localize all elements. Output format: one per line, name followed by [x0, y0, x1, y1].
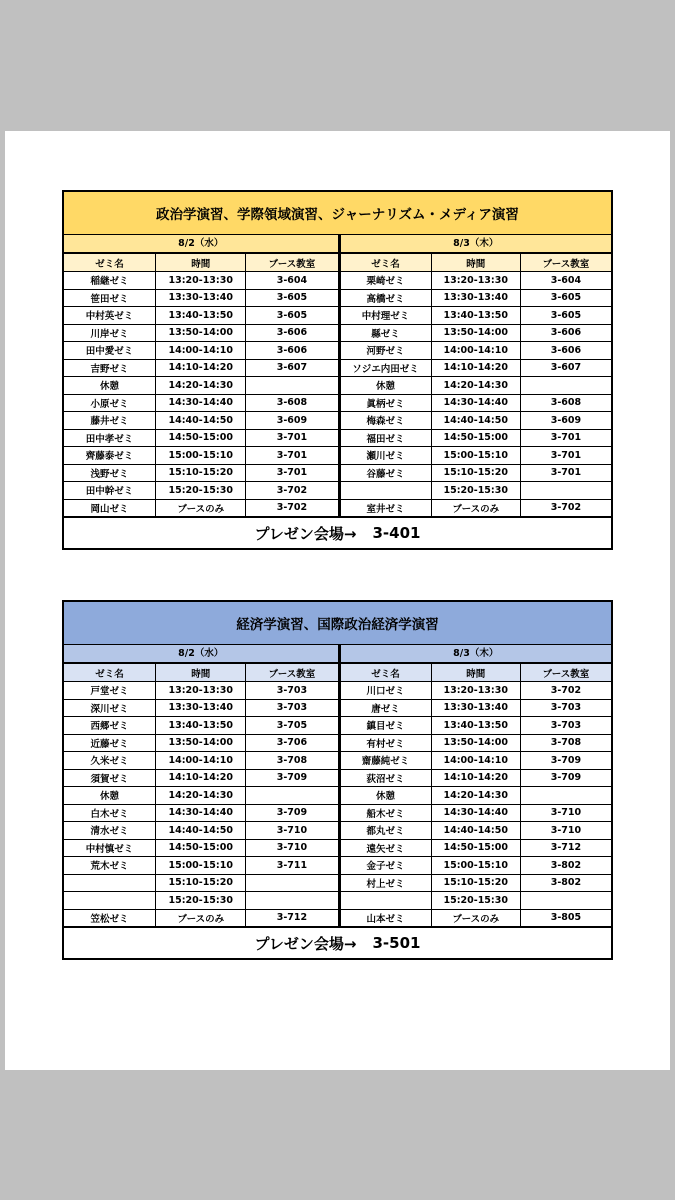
time-slot-cell: 13:50-14:00	[156, 324, 246, 342]
seminar-name-cell: 休憩	[64, 787, 156, 805]
booth-room-cell: 3-709	[246, 804, 338, 822]
table-row	[64, 377, 338, 395]
table-row	[341, 769, 612, 787]
time-slot-cell: 14:40-14:50	[156, 822, 246, 840]
presentation-venue	[64, 517, 611, 548]
booth-room-cell: 3-605	[246, 307, 338, 325]
venue-room: 3-401	[372, 524, 421, 542]
table-row	[341, 359, 612, 377]
table-header-row	[341, 254, 612, 272]
seminar-name-cell: 須賀ゼミ	[64, 769, 156, 787]
booth-room-cell: 3-710	[520, 822, 611, 840]
seminar-name-cell: 谷藤ゼミ	[341, 464, 432, 482]
time-slot-cell: 14:30-14:40	[156, 394, 246, 412]
booth-room-cell: 3-703	[246, 682, 338, 700]
day-header: 8/2（水）	[64, 235, 338, 253]
table-row	[341, 857, 612, 875]
seminar-name-cell: 荻沼ゼミ	[341, 769, 432, 787]
booth-room-cell: 3-705	[246, 717, 338, 735]
seminar-name-cell: 西郷ゼミ	[64, 717, 156, 735]
time-slot-cell: 14:20-14:30	[431, 787, 520, 805]
table-row	[64, 804, 338, 822]
time-slot-cell: 13:20-13:30	[431, 272, 520, 290]
schedule-table	[64, 663, 338, 927]
table-row	[341, 892, 612, 910]
time-slot-cell: 14:50-15:00	[431, 429, 520, 447]
table-row	[341, 342, 612, 360]
seminar-name-cell: 深川ゼミ	[64, 699, 156, 717]
booth-room-cell: 3-605	[520, 289, 611, 307]
seminar-name-cell: 唐ゼミ	[341, 699, 432, 717]
seminar-name-cell: 川岸ゼミ	[64, 324, 156, 342]
seminar-name-cell: 栗崎ゼミ	[341, 272, 432, 290]
booth-room-cell: 3-708	[520, 734, 611, 752]
column-header-room: ブース教室	[246, 664, 338, 682]
time-slot-cell: 13:50-14:00	[431, 734, 520, 752]
section-title: 経済学演習、国際政治経済学演習	[64, 602, 611, 645]
table-row	[64, 874, 338, 892]
booth-room-cell: 3-606	[520, 342, 611, 360]
column-header-seminar: ゼミ名	[341, 664, 432, 682]
booth-room-cell: 3-701	[520, 429, 611, 447]
column-header-seminar: ゼミ名	[64, 664, 156, 682]
time-slot-cell: 15:00-15:10	[156, 447, 246, 465]
booth-room-cell	[246, 787, 338, 805]
table-row	[341, 464, 612, 482]
booth-room-cell: 3-609	[520, 412, 611, 430]
booth-room-cell: 3-710	[520, 804, 611, 822]
booth-room-cell	[246, 377, 338, 395]
booth-room-cell: 3-701	[246, 464, 338, 482]
table-row	[341, 394, 612, 412]
booth-room-cell	[520, 892, 611, 910]
table-row	[341, 324, 612, 342]
booth-room-cell: 3-606	[246, 342, 338, 360]
time-slot-cell: 13:40-13:50	[156, 717, 246, 735]
table-row	[64, 717, 338, 735]
table-row	[64, 839, 338, 857]
time-slot-cell: 14:00-14:10	[156, 342, 246, 360]
table-row	[341, 272, 612, 290]
time-slot-cell: 13:20-13:30	[156, 272, 246, 290]
table-row	[341, 429, 612, 447]
table-row	[64, 822, 338, 840]
table-header-row	[64, 254, 338, 272]
table-row	[341, 682, 612, 700]
time-slot-cell: 14:30-14:40	[431, 394, 520, 412]
seminar-name-cell: 高橋ゼミ	[341, 289, 432, 307]
booth-room-cell: 3-607	[520, 359, 611, 377]
time-slot-cell: 14:10-14:20	[431, 359, 520, 377]
booth-room-cell: 3-703	[246, 699, 338, 717]
document-page	[5, 131, 670, 1070]
booth-room-cell: 3-802	[520, 874, 611, 892]
seminar-name-cell: 休憩	[64, 377, 156, 395]
seminar-name-cell	[64, 874, 156, 892]
time-slot-cell: 13:30-13:40	[156, 289, 246, 307]
booth-room-cell: 3-701	[520, 447, 611, 465]
table-row	[64, 682, 338, 700]
table-row	[341, 752, 612, 770]
booth-room-cell: 3-606	[246, 324, 338, 342]
table-row	[64, 464, 338, 482]
venue-label: プレゼン会場→	[254, 934, 357, 953]
time-slot-cell: 15:10-15:20	[431, 464, 520, 482]
table-row	[64, 429, 338, 447]
table-row	[341, 839, 612, 857]
seminar-name-cell: 船木ゼミ	[341, 804, 432, 822]
day-schedule	[64, 235, 338, 517]
seminar-name-cell: 金子ゼミ	[341, 857, 432, 875]
table-row	[64, 752, 338, 770]
table-row	[341, 447, 612, 465]
booth-room-cell: 3-608	[246, 394, 338, 412]
seminar-name-cell: 山本ゼミ	[341, 909, 432, 927]
column-header-time: 時間	[156, 254, 246, 272]
time-slot-cell: 14:10-14:20	[156, 359, 246, 377]
venue-label: プレゼン会場→	[254, 524, 357, 543]
table-row	[64, 447, 338, 465]
booth-room-cell: 3-706	[246, 734, 338, 752]
seminar-name-cell: 近藤ゼミ	[64, 734, 156, 752]
seminar-name-cell: 齋藤純ゼミ	[341, 752, 432, 770]
table-row	[64, 909, 338, 927]
table-row	[64, 307, 338, 325]
booth-room-cell	[520, 787, 611, 805]
seminar-name-cell: 田中孝ゼミ	[64, 429, 156, 447]
seminar-name-cell: 浅野ゼミ	[64, 464, 156, 482]
time-slot-cell: 14:20-14:30	[431, 377, 520, 395]
time-slot-cell: 13:40-13:50	[156, 307, 246, 325]
time-slot-cell: 14:10-14:20	[156, 769, 246, 787]
table-row	[64, 272, 338, 290]
column-header-room: ブース教室	[246, 254, 338, 272]
section-title: 政治学演習、学際領域演習、ジャーナリズム・メディア演習	[64, 192, 611, 235]
booth-room-cell: 3-607	[246, 359, 338, 377]
time-slot-cell: 14:10-14:20	[431, 769, 520, 787]
column-header-time: 時間	[431, 664, 520, 682]
booth-room-cell: 3-712	[246, 909, 338, 927]
venue-room: 3-501	[372, 934, 421, 952]
time-slot-cell: 13:20-13:30	[431, 682, 520, 700]
column-header-time: 時間	[156, 664, 246, 682]
booth-room-cell: 3-709	[246, 769, 338, 787]
table-row	[64, 787, 338, 805]
time-slot-cell: ブースのみ	[156, 909, 246, 927]
time-slot-cell: 14:40-14:50	[431, 822, 520, 840]
table-header-row	[341, 664, 612, 682]
booth-room-cell: 3-605	[520, 307, 611, 325]
table-row	[341, 377, 612, 395]
seminar-name-cell: 白木ゼミ	[64, 804, 156, 822]
table-row	[64, 394, 338, 412]
time-slot-cell: 15:00-15:10	[156, 857, 246, 875]
table-row	[64, 892, 338, 910]
time-slot-cell: 15:20-15:30	[156, 892, 246, 910]
booth-room-cell: 3-604	[520, 272, 611, 290]
time-slot-cell: 15:10-15:20	[156, 464, 246, 482]
seminar-name-cell: 休憩	[341, 787, 432, 805]
booth-room-cell: 3-609	[246, 412, 338, 430]
time-slot-cell: 15:20-15:30	[431, 892, 520, 910]
seminar-name-cell: 田中幹ゼミ	[64, 482, 156, 500]
booth-room-cell: 3-608	[520, 394, 611, 412]
seminar-name-cell: 眞柄ゼミ	[341, 394, 432, 412]
time-slot-cell: 13:40-13:50	[431, 307, 520, 325]
time-slot-cell: 15:20-15:30	[156, 482, 246, 500]
time-slot-cell: 14:50-15:00	[156, 429, 246, 447]
seminar-name-cell: 休憩	[341, 377, 432, 395]
seminar-name-cell: 室井ゼミ	[341, 499, 432, 517]
table-row	[341, 289, 612, 307]
schedule-section	[62, 190, 613, 550]
time-slot-cell: 14:00-14:10	[431, 752, 520, 770]
booth-room-cell: 3-702	[246, 499, 338, 517]
seminar-name-cell	[341, 892, 432, 910]
day-header: 8/3（木）	[341, 645, 612, 663]
seminar-name-cell: 梅森ゼミ	[341, 412, 432, 430]
column-header-room: ブース教室	[520, 254, 611, 272]
seminar-name-cell: 中村慎ゼミ	[64, 839, 156, 857]
day-columns	[64, 645, 611, 927]
seminar-name-cell: 瀬川ゼミ	[341, 447, 432, 465]
booth-room-cell: 3-711	[246, 857, 338, 875]
table-row	[341, 804, 612, 822]
time-slot-cell: 15:00-15:10	[431, 857, 520, 875]
time-slot-cell: 14:00-14:10	[431, 342, 520, 360]
table-row	[341, 909, 612, 927]
time-slot-cell: ブースのみ	[431, 909, 520, 927]
booth-room-cell: 3-802	[520, 857, 611, 875]
seminar-name-cell: 川口ゼミ	[341, 682, 432, 700]
seminar-name-cell: 久米ゼミ	[64, 752, 156, 770]
seminar-name-cell: 笠松ゼミ	[64, 909, 156, 927]
seminar-name-cell: 縣ゼミ	[341, 324, 432, 342]
time-slot-cell: 14:20-14:30	[156, 787, 246, 805]
seminar-name-cell: 清水ゼミ	[64, 822, 156, 840]
time-slot-cell: 14:30-14:40	[156, 804, 246, 822]
seminar-name-cell: 中村理ゼミ	[341, 307, 432, 325]
time-slot-cell: ブースのみ	[156, 499, 246, 517]
column-header-seminar: ゼミ名	[341, 254, 432, 272]
seminar-name-cell: 笹田ゼミ	[64, 289, 156, 307]
time-slot-cell: 14:00-14:10	[156, 752, 246, 770]
seminar-name-cell	[341, 482, 432, 500]
booth-room-cell: 3-710	[246, 822, 338, 840]
seminar-name-cell: 藤井ゼミ	[64, 412, 156, 430]
table-row	[64, 734, 338, 752]
schedule-table	[341, 253, 612, 517]
booth-room-cell: 3-702	[520, 682, 611, 700]
table-row	[341, 822, 612, 840]
table-row	[64, 342, 338, 360]
table-row	[64, 482, 338, 500]
seminar-name-cell	[64, 892, 156, 910]
table-row	[341, 412, 612, 430]
column-header-room: ブース教室	[520, 664, 611, 682]
time-slot-cell: 14:40-14:50	[156, 412, 246, 430]
column-header-seminar: ゼミ名	[64, 254, 156, 272]
booth-room-cell: 3-606	[520, 324, 611, 342]
time-slot-cell: 13:20-13:30	[156, 682, 246, 700]
time-slot-cell: 13:30-13:40	[431, 289, 520, 307]
seminar-name-cell: 村上ゼミ	[341, 874, 432, 892]
booth-room-cell: 3-604	[246, 272, 338, 290]
seminar-name-cell: 鎮目ゼミ	[341, 717, 432, 735]
time-slot-cell: 15:10-15:20	[156, 874, 246, 892]
table-row	[64, 324, 338, 342]
time-slot-cell: 13:50-14:00	[156, 734, 246, 752]
table-row	[64, 499, 338, 517]
day-header: 8/2（水）	[64, 645, 338, 663]
booth-room-cell: 3-712	[520, 839, 611, 857]
time-slot-cell: 14:50-15:00	[156, 839, 246, 857]
booth-room-cell: 3-701	[246, 447, 338, 465]
table-row	[64, 412, 338, 430]
table-header-row	[64, 664, 338, 682]
time-slot-cell: 15:00-15:10	[431, 447, 520, 465]
schedule-section	[62, 600, 613, 960]
table-row	[341, 307, 612, 325]
booth-room-cell: 3-710	[246, 839, 338, 857]
day-columns	[64, 235, 611, 517]
booth-room-cell	[520, 377, 611, 395]
table-row	[341, 699, 612, 717]
booth-room-cell: 3-709	[520, 752, 611, 770]
booth-room-cell: 3-703	[520, 717, 611, 735]
time-slot-cell: 13:50-14:00	[431, 324, 520, 342]
time-slot-cell: 13:40-13:50	[431, 717, 520, 735]
booth-room-cell: 3-702	[520, 499, 611, 517]
booth-room-cell: 3-702	[246, 482, 338, 500]
table-row	[341, 499, 612, 517]
booth-room-cell: 3-701	[520, 464, 611, 482]
booth-room-cell: 3-703	[520, 699, 611, 717]
day-schedule	[64, 645, 338, 927]
booth-room-cell	[246, 874, 338, 892]
seminar-name-cell: 有村ゼミ	[341, 734, 432, 752]
booth-room-cell: 3-605	[246, 289, 338, 307]
schedule-table	[64, 253, 338, 517]
seminar-name-cell: 稲継ゼミ	[64, 272, 156, 290]
booth-room-cell: 3-708	[246, 752, 338, 770]
seminar-name-cell: 齊藤泰ゼミ	[64, 447, 156, 465]
table-row	[64, 289, 338, 307]
presentation-venue	[64, 927, 611, 958]
booth-room-cell: 3-805	[520, 909, 611, 927]
table-row	[341, 874, 612, 892]
seminar-name-cell: 福田ゼミ	[341, 429, 432, 447]
seminar-name-cell: 遠矢ゼミ	[341, 839, 432, 857]
time-slot-cell: 14:40-14:50	[431, 412, 520, 430]
table-row	[341, 734, 612, 752]
schedule-table	[341, 663, 612, 927]
time-slot-cell: 14:50-15:00	[431, 839, 520, 857]
column-header-time: 時間	[431, 254, 520, 272]
day-schedule	[338, 645, 612, 927]
time-slot-cell: ブースのみ	[431, 499, 520, 517]
table-row	[64, 359, 338, 377]
seminar-name-cell: 中村英ゼミ	[64, 307, 156, 325]
table-row	[341, 717, 612, 735]
booth-room-cell	[246, 892, 338, 910]
seminar-name-cell: 岡山ゼミ	[64, 499, 156, 517]
seminar-name-cell: ソジエ内田ゼミ	[341, 359, 432, 377]
table-row	[64, 699, 338, 717]
table-row	[341, 482, 612, 500]
seminar-name-cell: 戸堂ゼミ	[64, 682, 156, 700]
booth-room-cell: 3-709	[520, 769, 611, 787]
seminar-name-cell: 田中愛ゼミ	[64, 342, 156, 360]
table-row	[341, 787, 612, 805]
time-slot-cell: 14:30-14:40	[431, 804, 520, 822]
booth-room-cell	[520, 482, 611, 500]
table-row	[64, 857, 338, 875]
seminar-name-cell: 河野ゼミ	[341, 342, 432, 360]
day-header: 8/3（木）	[341, 235, 612, 253]
time-slot-cell: 14:20-14:30	[156, 377, 246, 395]
seminar-name-cell: 吉野ゼミ	[64, 359, 156, 377]
time-slot-cell: 15:20-15:30	[431, 482, 520, 500]
seminar-name-cell: 都丸ゼミ	[341, 822, 432, 840]
booth-room-cell: 3-701	[246, 429, 338, 447]
seminar-name-cell: 荒木ゼミ	[64, 857, 156, 875]
time-slot-cell: 13:30-13:40	[431, 699, 520, 717]
time-slot-cell: 13:30-13:40	[156, 699, 246, 717]
table-row	[64, 769, 338, 787]
seminar-name-cell: 小原ゼミ	[64, 394, 156, 412]
time-slot-cell: 15:10-15:20	[431, 874, 520, 892]
day-schedule	[338, 235, 612, 517]
